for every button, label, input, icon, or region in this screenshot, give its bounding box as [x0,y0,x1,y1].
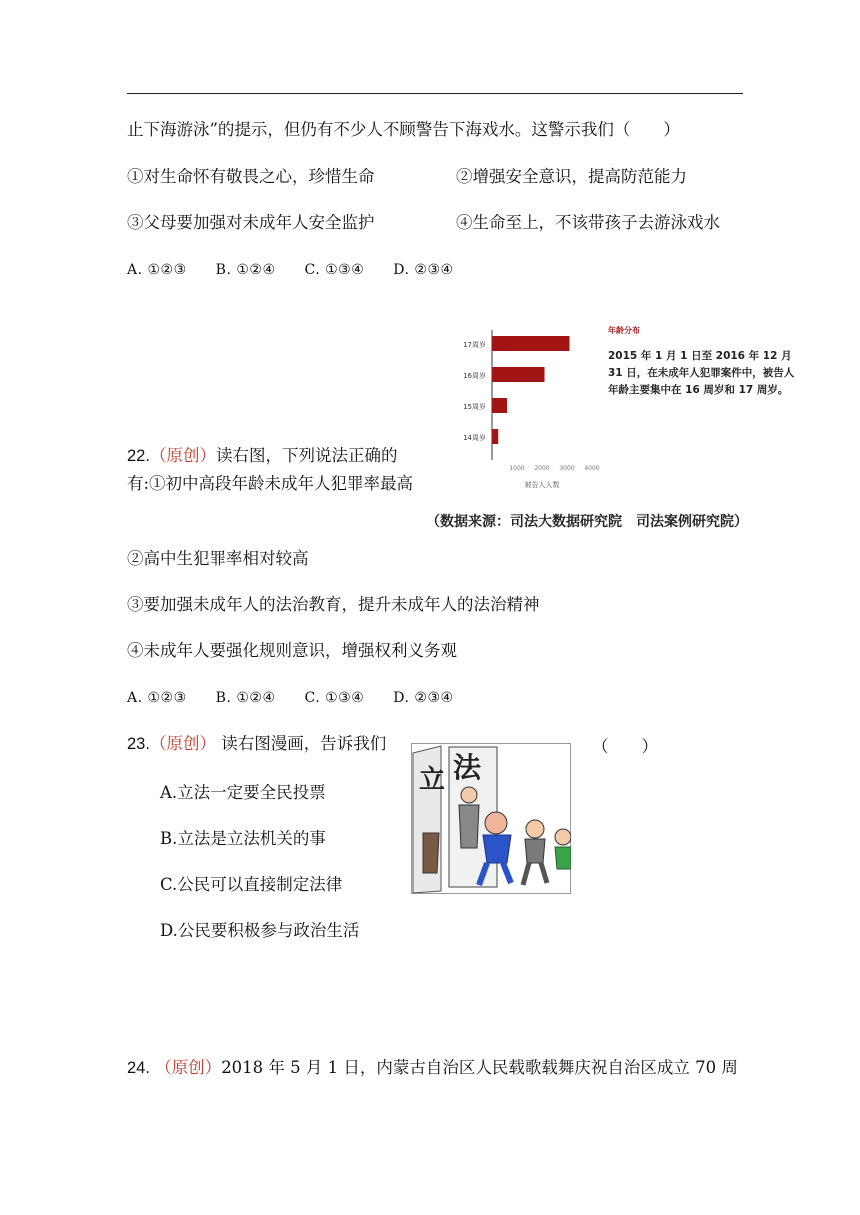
chart-bar [492,429,498,444]
note-title: 年龄分布 [608,326,640,335]
q23-option-a: A.立法一定要全民投票 [160,783,326,802]
chart-category-label: 15周岁 [463,403,486,411]
q21-item-3: ③父母要加强对未成年人安全监护 [127,213,375,232]
chart-bar [492,398,507,413]
q21-stem: 止下海游泳”的提示，但仍有不少人不顾警告下海戏水。这警示我们（ ） [127,120,680,139]
q23-answer-paren: （ ） [592,737,658,756]
header-rule [127,93,743,94]
crime-age-figure [426,318,795,533]
chart-bar [492,336,570,351]
figure-source: （数据来源：司法大数据研究院 司法案例研究院） [426,514,748,530]
q22-number: 22. [127,447,150,465]
chart-bar [492,367,545,382]
q21-item-2: ②增强安全意识，提高防范能力 [456,167,687,186]
q24-number: 24. [127,1059,150,1077]
cartoon-char-fa: 法 [453,751,482,784]
q22-stem: 读右图，下列说法正确的有:①初中高段年龄未成年人犯罪率最高 [127,446,414,493]
q23-number: 23. [127,735,150,753]
q21-item-1: ①对生命怀有敬畏之心，珍惜生命 [127,167,375,186]
chart-x-axis-label: 被告人人数 [524,481,560,489]
q23-option-d: D.公民要积极参与政治生活 [160,921,360,940]
q22-item-2: ②高中生犯罪率相对较高 [127,549,309,568]
chart-category-label: 16周岁 [463,372,486,380]
q23-option-b: B.立法是立法机关的事 [160,829,326,848]
age-bar-chart [440,318,605,503]
figure-note: 2015 年 1 月 1 日至 2016 年 12 月 31 日，在未成年人犯罪案件中，被告人年龄主要集中在 16 周岁和 17 周岁。 [608,350,795,396]
q21-item-4: ④生命至上，不该带孩子去游泳戏水 [456,213,720,232]
q23-option-c: C.公民可以直接制定法律 [160,875,343,894]
q22-item-3: ③要加强未成年人的法治教育，提升未成年人的法治精神 [127,595,540,614]
chart-tick-label: 2000 [534,465,550,472]
chart-tick-label: 4000 [584,465,600,472]
chart-category-label: 17周岁 [463,341,486,349]
q24-stem: 2018 年 5 月 1 日，内蒙古自治区人民载歌载舞庆祝自治区成立 70 周 [221,1058,738,1077]
q22-stem-block [127,442,417,498]
chart-tick-label: 3000 [559,465,575,472]
q23-tag: （原创） [149,734,216,753]
q23-stem-line [127,733,386,755]
q22-tag: （原创） [149,446,216,465]
chart-tick-label: 1000 [509,465,525,472]
q22-item-4: ④未成年人要强化规则意识，增强权利义务观 [127,641,457,660]
q23-stem: 读右图漫画，告诉我们 [221,734,387,753]
q24-tag: （原创） [155,1058,222,1077]
q21-choices: A. ①②③ B. ①②④ C. ①③④ D. ②③④ [127,262,454,278]
cartoon-char-li: 立 [419,765,446,795]
chart-category-label: 14周岁 [463,434,486,442]
legislation-cartoon [411,743,571,894]
q24-stem-line [127,1057,738,1079]
q22-choices: A. ①②③ B. ①②④ C. ①③④ D. ②③④ [127,690,454,706]
